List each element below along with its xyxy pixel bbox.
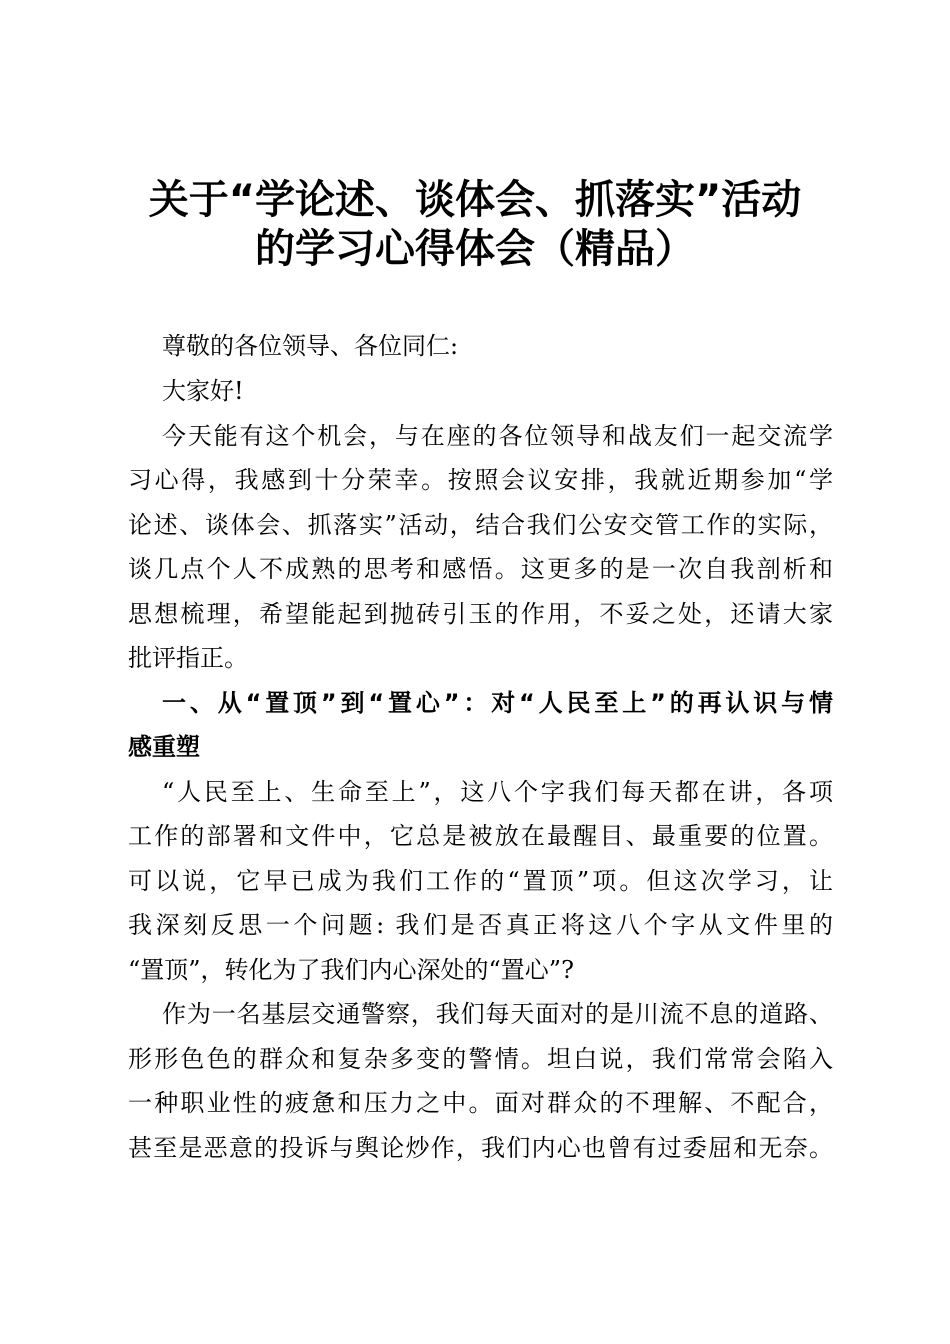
paragraph-line: “置顶”，转化为了我们内心深处的“置心”?	[128, 956, 574, 984]
paragraph-line: 批评指正。	[128, 644, 248, 672]
paragraph-line: 习心得，我感到十分荣幸。按照会议安排，我就近期参加“学	[128, 466, 833, 494]
paragraph-line: 一种职业性的疲惫和压力之中。面对群众的不理解、不配合，	[128, 1089, 833, 1117]
paragraph-line: 工作的部署和文件中，它总是被放在最醒目、最重要的位置。	[128, 822, 833, 850]
paragraph-line: 形形色色的群众和复杂多变的警情。坦白说，我们常常会陷入	[128, 1045, 833, 1073]
paragraph-line: 我深刻反思一个问题: 我们是否真正将这八个字从文件里的	[128, 911, 833, 939]
document-title-line-2: 的学习心得体会（精品）	[255, 226, 695, 272]
paragraph-line: 今天能有这个机会，与在座的各位领导和战友们一起交流学	[162, 422, 833, 450]
paragraph-line: 甚至是恶意的投诉与舆论炒作，我们内心也曾有过委屈和无奈。	[128, 1134, 833, 1162]
paragraph-line: 可以说，它早已成为我们工作的“置顶”项。但这次学习，让	[128, 867, 833, 895]
greeting: 大家好!	[162, 377, 244, 405]
paragraph-line: “人民至上、生命至上”，这八个字我们每天都在讲，各项	[162, 778, 833, 806]
paragraph-line: 作为一名基层交通警察，我们每天面对的是川流不息的道路、	[162, 1000, 833, 1028]
section-heading-line: 一、从“置顶”到“置心”：对“人民至上”的再认识与情	[162, 689, 833, 717]
paragraph-line: 论述、谈体会、抓落实”活动，结合我们公安交管工作的实际，	[128, 511, 833, 539]
document-title-line-1: 关于“学论述、谈体会、抓落实”活动	[148, 177, 802, 223]
paragraph-line: 思想梳理，希望能起到抛砖引玉的作用，不妥之处，还请大家	[128, 600, 833, 628]
section-heading-line: 感重塑	[128, 733, 200, 761]
salutation: 尊敬的各位领导、各位同仁:	[162, 332, 459, 360]
paragraph-line: 谈几点个人不成熟的思考和感悟。这更多的是一次自我剖析和	[128, 555, 833, 583]
